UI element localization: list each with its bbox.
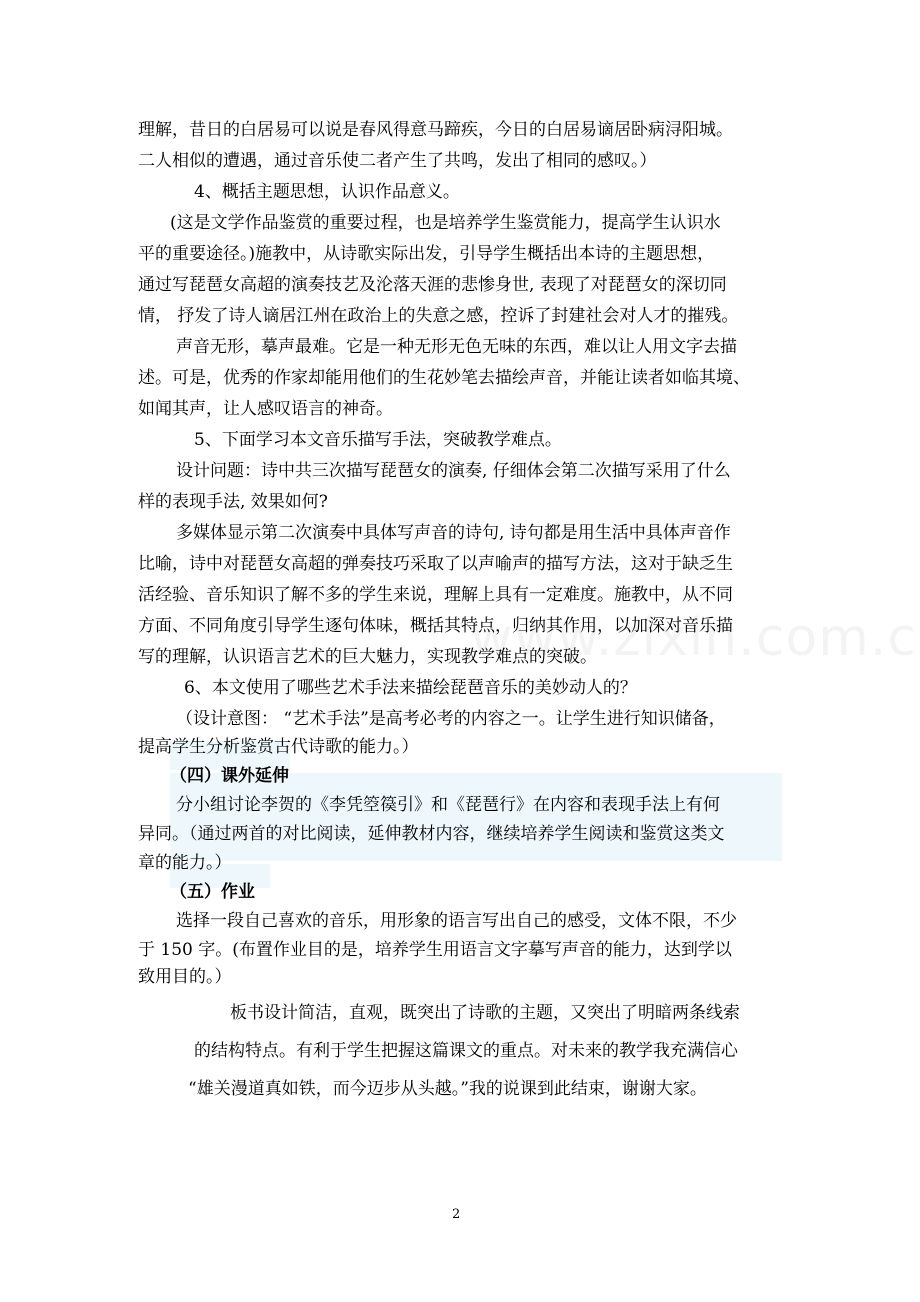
text-line: 二人相似的遭遇，通过音乐使二者产生了共鸣，发出了相同的感叹。） [138,151,657,171]
text-line: 选择一段自己喜欢的音乐，用形象的语言写出自己的感受，文体不限，不少 [176,911,737,931]
text-line: 5、下面学习本文音乐描写手法，突破教学难点。 [194,430,562,450]
text-line: 写的理解，认识语言艺术的巨大魅力，实现教学难点的突破。 [138,647,597,667]
text-line: 活经验、音乐知识了解不多的学生来说，理解上具有一定难度。施教中，从不同 [138,585,733,605]
text-line: 6、本文使用了哪些艺术手法来描绘琵琶音乐的美妙动人的？ [184,678,637,698]
text-line: 板书设计简洁，直观，既突出了诗歌的主题，又突出了明暗两条线索 [230,1003,740,1023]
text-line: 通过写琵琶女高超的演奏技艺及沦落天涯的悲惨身世, 表现了对琵琶女的深切同 [138,275,727,295]
text-line: 异同。（通过两首的对比阅读，延伸教材内容，继续培养学生阅读和鉴赏这类文 [138,824,725,844]
text-line: 分小组讨论李贺的《李凭箜篌引》和《琵琶行》在内容和表现手法上有何 [176,795,720,815]
text-line: 多媒体显示第二次演奏中具体写声音的诗句, 诗句都是用生活中具体声音作 [176,523,731,543]
text-line: 方面、不同角度引导学生逐句体味，概括其特点，归纳其作用，以加深对音乐描 [138,616,733,636]
text-line: 平的重要途径。)施教中，从诗歌实际出发，引导学生概括出本诗的主题思想， [138,244,715,264]
text-line: 设计问题：诗中共三次描写琵琶女的演奏, 仔细体会第二次描写采用了什么 [176,461,731,481]
text-line: 于 150 字。(布置作业目的是，培养学生用语言文字摹写声音的能力，达到学以 [138,940,732,960]
text-line: 述。可是，优秀的作家却能用他们的生花妙笔去描绘声音，并能让读者如临其境、 [138,368,750,388]
section-heading-homework: （五）作业 [170,882,255,902]
text-line: 4、概括主题思想，认识作品意义。 [194,182,460,202]
text-line: 章的能力。） [138,853,232,873]
text-line: 样的表现手法, 效果如何? [138,492,328,512]
text-line: (这是文学作品鉴赏的重要过程，也是培养学生鉴赏能力，提高学生认识水 [170,213,721,233]
page-number: 2 [452,1207,461,1222]
text-line: 提高学生分析鉴赏古代诗歌的能力。） [138,737,419,757]
text-line: （设计意图： “艺术手法”是高考必考的内容之一。让学生进行知识储备， [176,709,726,729]
text-line: 情， 抒发了诗人谪居江州在政治上的失意之感，控诉了封建社会对人才的摧残。 [138,306,739,326]
text-line: 致用目的。） [138,967,232,987]
text-line: 如闻其声，让人感叹语言的神奇。 [138,399,393,419]
text-line: 理解，昔日的白居易可以说是春风得意马蹄疾，今日的白居易谪居卧病浔阳城。 [138,120,733,140]
section-heading-extension: （四）课外延伸 [170,766,289,786]
text-line: “雄关漫道真如铁，而今迈步从头越。”我的说课到此结束，谢谢大家。 [188,1079,707,1099]
text-line: 声音无形，摹声最难。它是一种无形无色无味的东西，难以让人用文字去描 [176,337,737,357]
text-line: 的结构特点。有利于学生把握这篇课文的重点。对未来的教学我充满信心 [194,1041,738,1061]
text-line: 比喻，诗中对琵琶女高超的弹奏技巧采取了以声喻声的描写方法，这对于缺乏生 [138,554,733,574]
